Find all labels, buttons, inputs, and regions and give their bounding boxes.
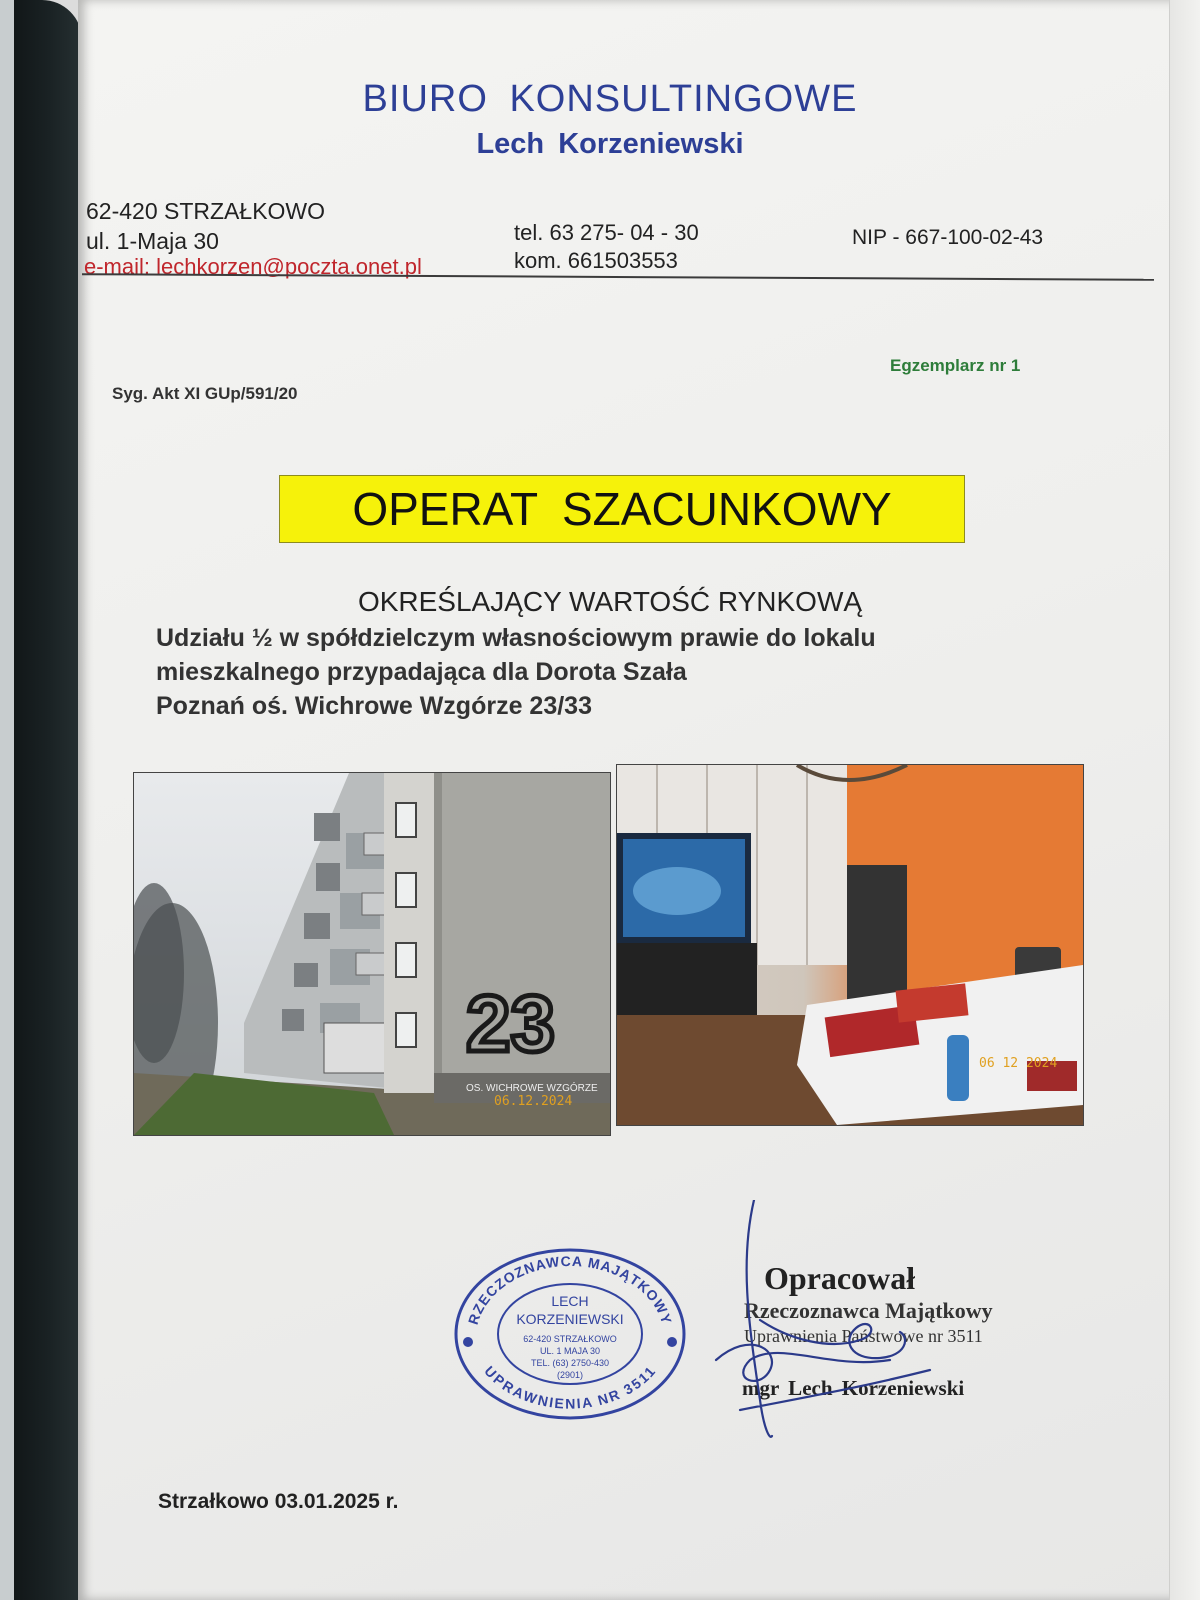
case-reference: Syg. Akt XI GUp/591/20 <box>112 384 298 403</box>
description-line-1: Udziału ½ w spółdzielczym własnościowym prawie do lokalu <box>156 624 876 652</box>
appraiser-name: mgr Lech Korzeniewski <box>742 1376 965 1400</box>
document-subtitle: OKREŚLAJĄCY WARTOŚĆ RYNKOWĄ <box>357 586 863 617</box>
seal-drawing <box>452 1246 688 1422</box>
prepared-by-label: Opracował <box>764 1260 916 1296</box>
mobile-number: kom. 661503553 <box>514 248 678 273</box>
street-address: ul. 1-Maja 30 <box>86 228 219 254</box>
copy-number: Egzemplarz nr 1 <box>890 356 1021 375</box>
seal-address-2: UL. 1 MAJA 30 <box>539 1346 601 1356</box>
interior-photo-drawing <box>617 765 1083 1125</box>
place-and-date: Strzałkowo 03.01.2025 r. <box>158 1490 399 1513</box>
underlying-sheet <box>1169 0 1200 1600</box>
seal-name-1: LECH <box>551 1293 589 1309</box>
seal-bottom-text: UPRAWNIENIA NR 3511 <box>481 1362 659 1412</box>
binder-edge <box>0 0 14 1600</box>
office-name: BIURO KONSULTINGOWE <box>362 78 858 120</box>
phone-number: tel. 63 275- 04 - 30 <box>514 220 699 245</box>
email-address: e-mail: lechkorzen@poczta.onet.pl <box>84 254 422 279</box>
building-photo <box>133 772 611 1136</box>
building-number: 23 <box>466 979 555 1068</box>
handwritten-signature <box>710 1200 970 1440</box>
appraiser-license: Uprawnienia Państwowe nr 3511 <box>744 1326 983 1346</box>
tax-id: NIP - 667-100-02-43 <box>852 226 1044 249</box>
interior-photo <box>616 764 1084 1126</box>
seal-top-text: RZECZOZNAWCA MAJĄTKOWY <box>464 1252 676 1327</box>
appraiser-role: Rzeczoznawca Majątkowy <box>744 1298 993 1323</box>
building-photo-date: 06.12.2024 <box>494 1094 573 1109</box>
seal-phone: TEL. (63) 2750-430 <box>530 1358 610 1368</box>
interior-photo-date: 06 12 2024 <box>979 1056 1058 1071</box>
document-title: OPERAT SZACUNKOWY <box>279 475 965 543</box>
building-photo-drawing <box>134 773 610 1135</box>
seal-name-2: KORZENIEWSKI <box>516 1311 624 1327</box>
seal-address-1: 62-420 STRZAŁKOWO <box>523 1334 617 1344</box>
office-owner: Lech Korzeniewski <box>476 128 744 160</box>
postal-city: 62-420 STRZAŁKOWO <box>86 198 326 224</box>
seal-code: (2901) <box>556 1370 584 1380</box>
description-line-2: mieszkalnego przypadająca dla Dorota Szała <box>156 658 687 686</box>
signature-drawing <box>710 1200 970 1440</box>
building-plate: OS. WICHROWE WZGÓRZE <box>466 1083 598 1094</box>
official-seal <box>452 1246 688 1422</box>
description-line-3: Poznań oś. Wichrowe Wzgórze 23/33 <box>156 692 592 720</box>
